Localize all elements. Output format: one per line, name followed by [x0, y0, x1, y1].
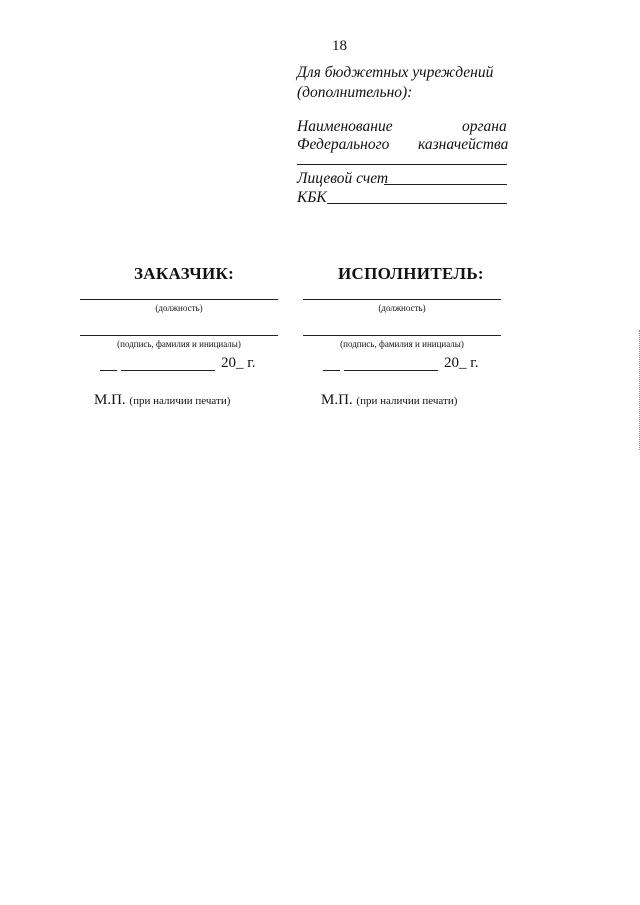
customer-title: ЗАКАЗЧИК:	[134, 264, 235, 283]
contractor-stamp	[321, 392, 457, 409]
treasury-name-label-a: Наименование	[297, 118, 393, 135]
budget-heading-line2: (дополнительно):	[297, 84, 413, 101]
contractor-date-year: 20_ г.	[444, 355, 479, 371]
customer-day-field	[100, 370, 117, 371]
account-field	[384, 184, 507, 185]
treasury-name-label-b: органа	[462, 118, 507, 135]
customer-stamp-label: М.П.	[94, 392, 126, 408]
contractor-day-field	[323, 370, 340, 371]
contractor-stamp-label: М.П.	[321, 392, 353, 408]
contractor-month-field	[344, 370, 438, 371]
customer-signature-caption: (подпись, фамилия и инициалы)	[117, 339, 241, 349]
treasury-name-field	[297, 164, 507, 165]
treasury-name-label-d: казначейства	[418, 136, 509, 153]
budget-heading-line1: Для бюджетных учреждений	[297, 64, 494, 81]
kbk-field	[327, 203, 507, 204]
treasury-name-label-c: Федерального	[297, 136, 390, 153]
customer-date-year: 20_ г.	[221, 355, 256, 371]
customer-position-caption: (должность)	[155, 303, 203, 313]
contractor-signature-caption: (подпись, фамилия и инициалы)	[340, 339, 464, 349]
contractor-signature-field	[303, 335, 501, 336]
customer-month-field	[121, 370, 215, 371]
contractor-title: ИСПОЛНИТЕЛЬ:	[338, 264, 484, 283]
account-label: Лицевой счет	[297, 170, 389, 187]
contractor-position-field	[303, 299, 501, 300]
page-number: 18	[332, 38, 347, 54]
customer-signature-field	[80, 335, 278, 336]
customer-position-field	[80, 299, 278, 300]
contractor-position-caption: (должность)	[378, 303, 426, 313]
scan-edge-mark	[636, 330, 640, 450]
customer-stamp	[94, 392, 230, 409]
contractor-stamp-note: (при наличии печати)	[356, 395, 458, 407]
customer-stamp-note: (при наличии печати)	[129, 395, 231, 407]
kbk-label: КБК	[297, 189, 327, 206]
